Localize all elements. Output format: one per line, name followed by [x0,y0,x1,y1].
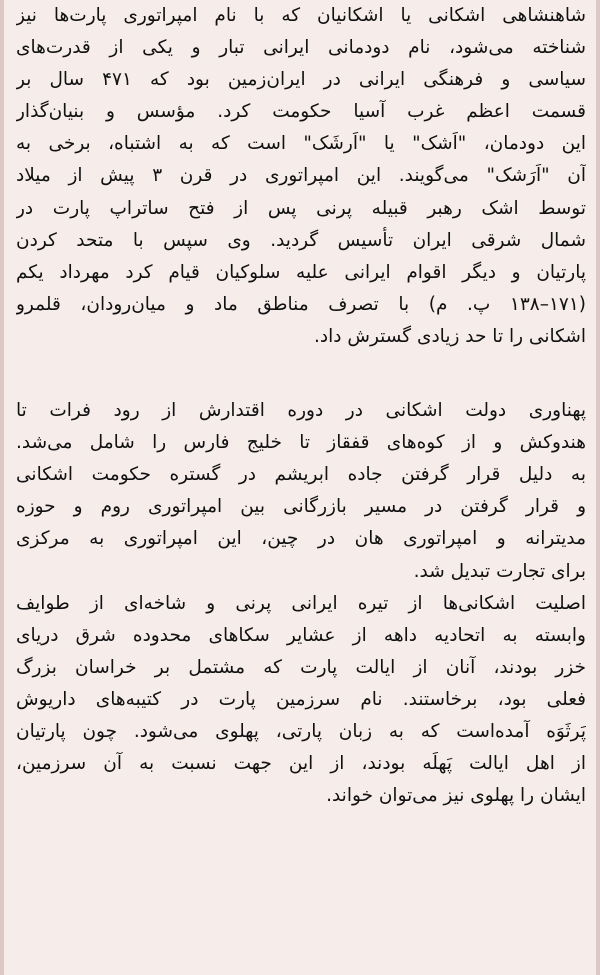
text-line: سیاسی و فرهنگی ایرانی در ایران‌زمین بود که ۴۷۱ سال بر [16,69,586,91]
text-line: وابسته به اتحادیه داهه از عشایر سکاهای محدوده شرق دریای [16,624,586,646]
text-line: خزر بودند، آنان از ایالت پارت که مشتمل بر خراسان بزرگ [16,656,586,678]
paragraph-parthian-empire-intro [16,0,586,353]
text-line: شناخته می‌شود، نام دودمانی ایرانی تبار و یکی از قدرت‌های [16,37,586,59]
paragraph-empire-extent [16,395,586,588]
text-line: پَرثَوَه آمده‌است که به زبان پارتی، پهلوی می‌شود. چون پارتیان [16,720,586,742]
text-line: اشکانی را تا حد زیادی گسترش داد. [314,325,586,347]
text-line: مدیترانه و امپراتوری هان در چین، این امپراتوری به مرکزی [16,528,586,550]
text-line: اصلیت اشکانی‌ها از تیره ایرانی پرنی و شاخه‌ای از طوایف [16,592,586,614]
text-line: هندوکش و از کوه‌های قفقاز تا خلیج فارس را شامل می‌شد. [16,432,586,454]
text-line: از اهل ایالت پَهلَه بودند، از این جهت نسبت به آن سرزمین، [16,753,586,775]
paragraph-origins [16,588,586,813]
text-line: (۱۷۱–۱۳۸ پ. م) با تصرف مناطق ماد و میان‌رودان، قلمرو [16,293,586,315]
text-line: پهناوری دولت اشکانی در دوره اقتدارش از رود فرات تا [16,400,586,422]
text-line: ایشان را پهلوی نیز می‌توان خواند. [326,785,586,807]
text-line: به دلیل قرار گرفتن جاده ابریشم در گستره حکومت اشکانی [16,464,586,486]
text-line: قسمت اعظم غرب آسیا حکومت کرد. مؤسس و بنیان‌گذار [16,101,586,123]
text-line: شمال شرقی ایران تأسیس گردید. وی سپس با متحد کردن [16,229,586,251]
text-line: پارتیان و دیگر اقوام ایرانی علیه سلوکیان قیام کرد مهرداد یکم [16,261,586,283]
text-line: شاهنشاهی اشکانی یا اشکانیان که با نام امپراتوری پارت‌ها نیز [16,5,586,26]
text-line: توسط اشک رهبر قبیله پرنی پس از فتح ساتراپ پارت در [16,197,586,219]
text-line: فعلی بود، برخاستند. نام سرزمین پارت در کتیبه‌های داریوش [16,688,586,710]
text-line: این دودمان، "اَشک" یا "اَرشَک" است که به اشتباه، برخی به [16,133,586,155]
text-line: برای تجارت تبدیل شد. [413,560,586,582]
text-line: و قرار گرفتن در مسیر بازرگانی بین امپراتوری روم و حوزه [16,496,586,518]
text-line: آن "اَرَشک" می‌گویند. این امپراتوری در قرن ۳ پیش از میلاد [16,165,586,187]
